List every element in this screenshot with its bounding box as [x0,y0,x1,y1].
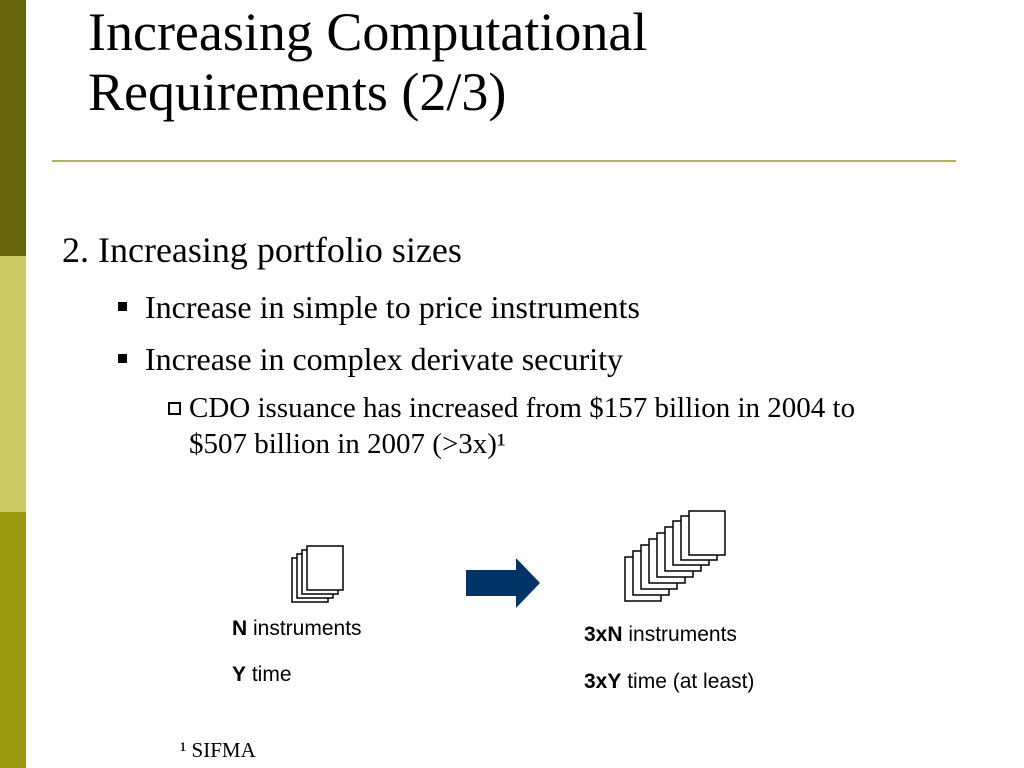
sub-point-text: Increase in simple to price instruments [145,289,640,325]
sidebar-segment-middle [0,256,26,512]
sidebar-accent [0,0,26,768]
right-instruments-label: 3xN instruments [584,623,737,646]
title-line-2: Requirements (2/3) [88,62,507,122]
sub-sub-point-line-1: CDO issuance has increased from $157 billion in 2004 to [189,392,856,424]
sub-sub-point-line-2: $507 billion in 2007 (>3x)¹ [189,428,506,460]
square-bullet-icon [118,354,127,363]
right-time-label: 3xY time (at least) [584,670,755,693]
square-bullet-icon [118,302,127,311]
title-line-1: Increasing Computational [88,2,648,62]
sidebar-segment-top [0,0,26,256]
title-divider [52,160,956,162]
right-arrow-icon [466,558,542,610]
left-instruments-label: N instruments [232,617,362,640]
sub-point-text: Increase in complex derivate security [145,341,623,377]
sidebar-segment-bottom [0,512,26,768]
document-stack-small-icon [290,545,350,605]
document-stack-large-icon [622,509,736,605]
main-point: 2. Increasing portfolio sizes [62,230,462,270]
footnote: ¹ SIFMA [180,738,256,762]
left-time-label: Y time [232,663,292,686]
slide-title [88,2,968,122]
hollow-square-bullet-icon [168,402,181,415]
